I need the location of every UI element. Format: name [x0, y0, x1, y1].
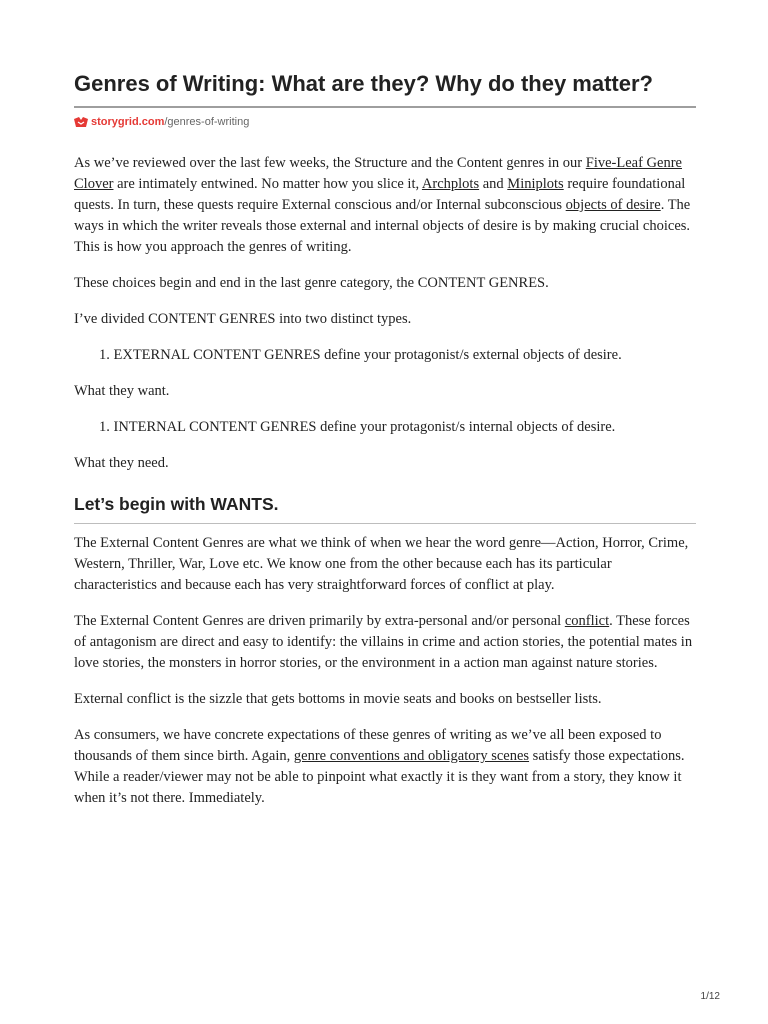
storygrid-logo-icon	[74, 117, 88, 127]
archplots-link[interactable]: Archplots	[421, 176, 480, 192]
source-path[interactable]: /genres-of-writing	[164, 116, 250, 128]
five-leaf-link[interactable]: Five-Leaf Genre Clover	[74, 155, 682, 192]
objects-of-desire-link[interactable]: objects of desire	[565, 197, 661, 213]
paragraph: What they want.	[74, 383, 170, 399]
document-page	[74, 0, 696, 824]
section-heading: Let’s begin with WANTS.	[74, 492, 696, 524]
paragraph: External conflict is the sizzle that gets bottoms in movie seats and books on bestseller lists.	[74, 691, 602, 707]
paragraph: I’ve divided CONTENT GENRES into two distinct types.	[74, 311, 412, 327]
article-body	[74, 153, 696, 809]
paragraph: What they need.	[74, 455, 169, 471]
paragraph: As we’ve reviewed over the last few weeks, the Structure and the Content genres in our Five-Leaf Genre Clover are intimately entwined. No matter how you slice it, Archplots and Miniplots require foundational quests. In turn, these quests require External conscious and/or Internal subconscious objects of desire. The ways in which the writer reveals those external and internal objects of desire is by making crucial choices. This is how you approach the genres of writing.	[74, 155, 691, 255]
page-number: 1/12	[700, 991, 720, 1002]
paragraph: These choices begin and end in the last genre category, the CONTENT GENRES.	[74, 275, 549, 291]
list-item: 1. EXTERNAL CONTENT GENRES define your protagonist/s external objects of desire.	[99, 347, 622, 363]
page-title: Genres of Writing: What are they? Why do they matter?	[74, 70, 696, 108]
source-line	[74, 114, 696, 130]
miniplots-link[interactable]: Miniplots	[507, 176, 564, 192]
list-item: 1. INTERNAL CONTENT GENRES define your protagonist/s internal objects of desire.	[99, 419, 616, 435]
paragraph: The External Content Genres are driven primarily by extra-personal and/or personal conflict. These forces of antagonism are direct and easy to identify: the villains in crime and action stories, the potential mates in love stories, the monsters in horror stories, or the environment in a action man against nature stories.	[74, 613, 693, 671]
paragraph: As consumers, we have concrete expectations of these genres of writing as we’ve all been exposed to thousands of them since birth. Again, genre conventions and obligatory scenes satisfy those expectations. While a reader/viewer may not be able to pinpoint what exactly it is they want from a story, they know it when it’s not there. Immediately.	[74, 727, 685, 806]
genre-conventions-link[interactable]: genre conventions and obligatory scenes	[293, 748, 530, 764]
source-domain[interactable]: storygrid.com	[91, 116, 165, 128]
conflict-link[interactable]: conflict	[564, 613, 610, 629]
paragraph: The External Content Genres are what we think of when we hear the word genre—Action, Horror, Crime, Western, Thriller, War, Love etc. We know one from the other because each has its particular characteristics and because each has very straightforward forces of conflict at play.	[74, 535, 689, 593]
